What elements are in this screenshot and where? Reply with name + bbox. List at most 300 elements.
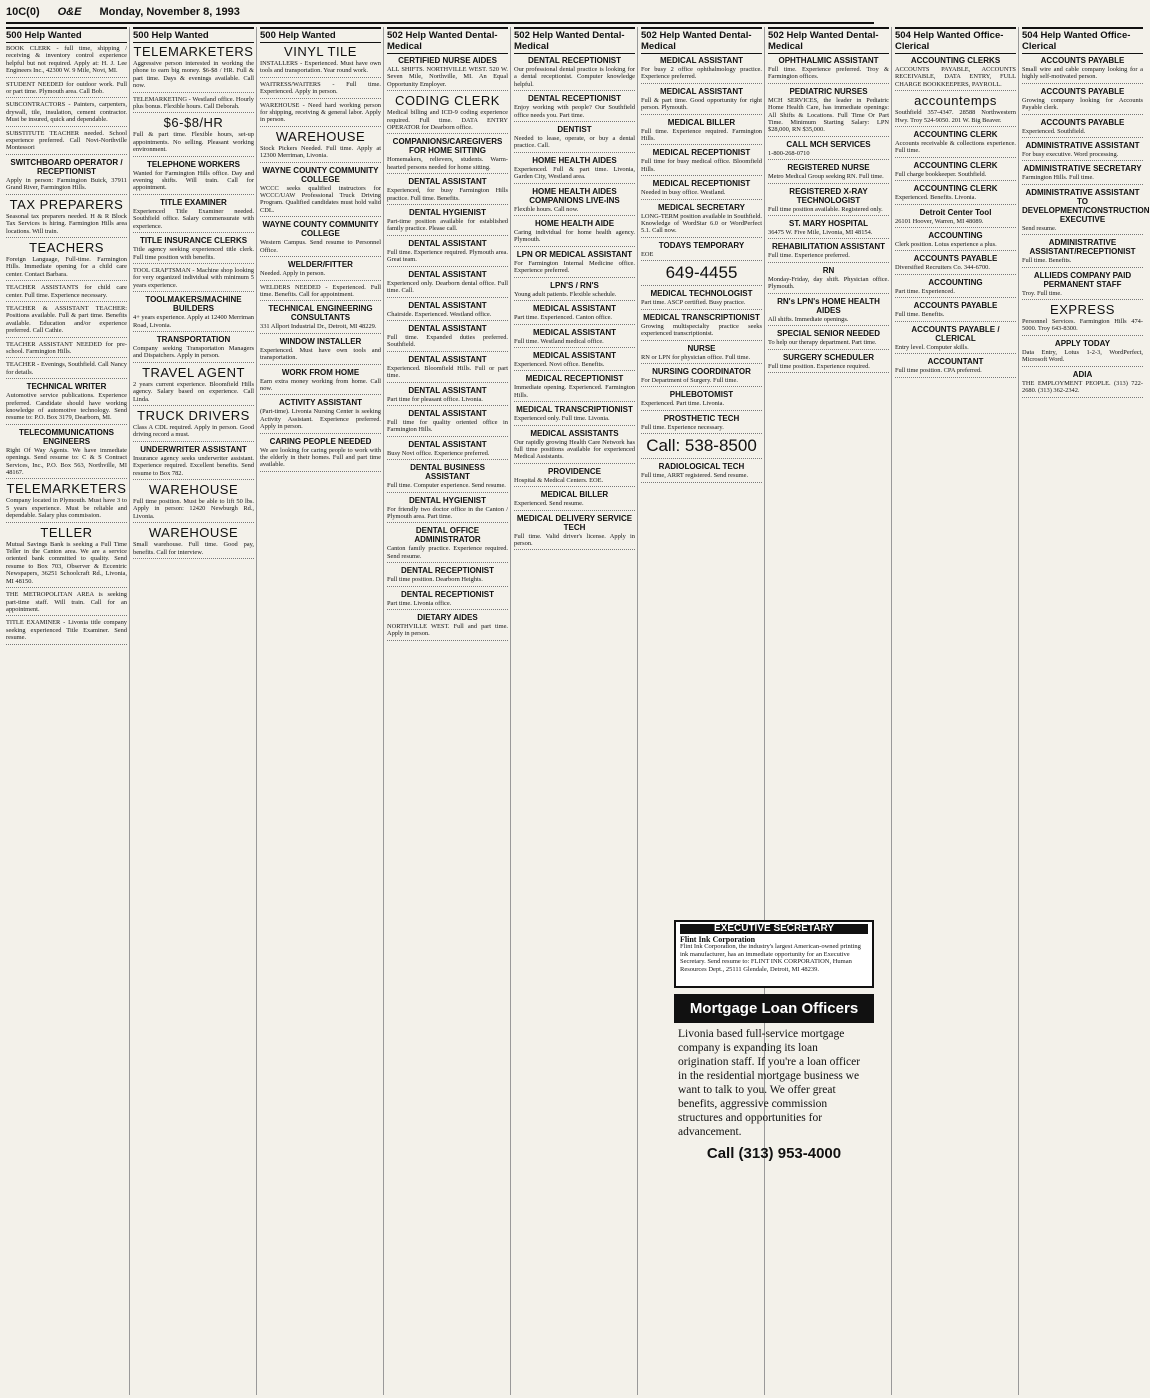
ad-body: Entry level. Computer skills.: [895, 343, 969, 351]
ad-body: Needed to lease, operate, or buy a dental practice. Call.: [514, 135, 635, 150]
ad-title: REGISTERED NURSE: [787, 163, 870, 173]
ad-body: For Farmington Internal Medicine office. Experience preferred.: [514, 259, 635, 275]
ad-title: MEDICAL ASSISTANT: [533, 327, 616, 337]
ad-title: CARING PEOPLE NEEDED: [269, 436, 372, 446]
ad-body: Company seeking Transportation Managers and Dispatchers. Apply in person.: [133, 344, 254, 360]
classified-ad: [1022, 303, 1143, 336]
ad-body: SUBCONTRACTORS - Painters, carpenters, drywall, tile, insulation, cement contractor. Must be insured, quick and dependable.: [6, 101, 127, 124]
paper-name: O&E: [57, 6, 82, 18]
ad-title: MEDICAL RECEPTIONIST: [652, 148, 751, 158]
classified-ad: [260, 398, 381, 433]
classified-ad: [514, 304, 635, 324]
ad-body: Class A CDL required. Apply in person. Good driving record a must.: [133, 423, 254, 439]
ad-title: MEDICAL RECEPTIONIST: [652, 179, 751, 189]
ad-body: TOOL CRAFTSMAN - Machine shop looking for very organized individual with minimum 5 years experience.: [133, 266, 254, 289]
ad-body: For busy 2 office ophthalmology practice. Experience preferred.: [641, 66, 762, 81]
classified-ad: [768, 219, 889, 239]
classified-ad: [768, 242, 889, 262]
ad-body: Young adult patients. Flexible schedule.: [514, 290, 617, 298]
classified-ad: [6, 305, 127, 338]
ad-body: Full time. Experience preferred. Troy & Farmington offices.: [768, 66, 889, 81]
classified-ad: [1022, 56, 1143, 84]
ad-body: LONG-TERM position available in Southfield. Knowledge of WordStar 6.0 or WordPerfect 5.1. Call now.: [641, 212, 762, 235]
classified-ad: [6, 341, 127, 359]
ad-body: (Part-time). Livonia Nursing Center is seeking Activity Assistant. Experience preferred. Apply in person.: [260, 408, 381, 431]
classified-ad: [133, 236, 254, 264]
ad-title: TEACHERS: [29, 239, 104, 255]
ad-title: VINYL TILE: [284, 44, 357, 59]
ad-title: ST. MARY HOSPITAL: [789, 219, 868, 229]
classified-ad: [895, 254, 1016, 274]
classified-ad: [387, 94, 508, 134]
classified-ad: [387, 566, 508, 586]
ad-body: Needed in busy office. Westland.: [641, 189, 726, 197]
ad-body: Full time. Experience necessary.: [641, 423, 724, 431]
ad-title: TODAYS TEMPORARY: [658, 240, 745, 250]
ad-title: $6-$8/HR: [163, 115, 224, 131]
classified-ad: [387, 613, 508, 641]
column-heading: 500 Help Wanted: [6, 27, 127, 43]
ad-body: Title agency seeking experienced title clerk. Full time position with benefits.: [133, 246, 254, 261]
ad-title: UNDERWRITER ASSISTANT: [140, 444, 247, 454]
ad-body: For friendly two doctor office in the Canton / Plymouth area. Part time.: [387, 505, 508, 520]
classified-ad: [768, 297, 889, 326]
ad-title: TITLE EXAMINER: [160, 197, 227, 207]
ad-title: ACCOUNTING: [928, 277, 983, 287]
classified-ad: [133, 198, 254, 233]
classified-ad: [260, 220, 381, 257]
classified-ad: [1022, 370, 1143, 398]
classified-ad: [641, 414, 762, 434]
classified-ad: [1022, 339, 1143, 367]
classified-ad: [1022, 187, 1150, 235]
classified-ad: [260, 368, 381, 396]
classified-ad: [768, 353, 889, 373]
ad-body: For busy executive. Word processing.: [1022, 151, 1119, 159]
ad-title: TRAVEL AGENT: [142, 364, 245, 380]
mortgage-ad-body: Livonia based full-service mortgage company is expanding its loan origination staff. If you're a loan officer in the residential mortgage business we want to talk to you. We offer great benefits, aggressive commission structures and opportunities for advancement.: [678, 1028, 861, 1138]
classified-ad: [387, 463, 508, 492]
ad-body: TITLE EXAMINER - Livonia title company seeking experienced Title Examiner. Send resume.: [6, 619, 127, 642]
ad-title: DENTAL HYGIENIST: [408, 495, 487, 505]
ad-title: ACCOUNTS PAYABLE: [913, 301, 998, 311]
ad-body: RN or LPN for physician office. Full time.: [641, 353, 751, 361]
ad-body: Full time for quality oriented office in Farmington Hills.: [387, 418, 508, 434]
ad-title: TRANSPORTATION: [156, 334, 231, 344]
ad-title: NURSE: [687, 343, 716, 353]
classified-ad: [6, 382, 127, 425]
classified-ad: [1022, 238, 1143, 267]
classified-ad: [641, 203, 762, 238]
ad-body: Full time. Experience preferred.: [768, 252, 850, 260]
classified-ad: [514, 281, 635, 301]
ad-body: Busy Novi office. Experience preferred.: [387, 449, 490, 457]
ad-title: TELECOMMUNICATIONS ENGINEERS: [19, 427, 114, 446]
ad-column: [895, 27, 1019, 1395]
ad-title: WAYNE COUNTY COMMUNITY COLLEGE: [262, 220, 379, 239]
ad-body: Full time. Valid driver's license. Apply in person.: [514, 532, 635, 547]
ad-title: TOOLMAKERS/MACHINE BUILDERS: [145, 295, 242, 314]
ad-body: WAREHOUSE - Need hard working person for shipping, receiving & general labor. Apply in person.: [260, 101, 381, 124]
ad-body: Western Campus. Send resume to Personnel Office.: [260, 239, 381, 254]
ad-column: [133, 27, 257, 1395]
ad-body: EOE: [641, 250, 654, 258]
classified-ad: [6, 45, 127, 78]
column-heading: 502 Help Wanted Dental-Medical: [641, 27, 762, 54]
ad-body: Full time. Experience required. Farmington Hills.: [641, 127, 762, 143]
ad-title: MEDICAL DELIVERY SERVICE TECH: [516, 513, 633, 532]
ad-column: [387, 27, 511, 1395]
ad-column: [641, 27, 765, 1395]
classified-ad: [895, 278, 1016, 298]
ad-title: ACCOUNTANT: [927, 357, 984, 367]
ad-body: 2 years current experience. Bloomfield Hills agency. Salary based on experience. Call Linda.: [133, 380, 254, 403]
ad-title: WELDER/FITTER: [288, 260, 353, 270]
classified-ad: [387, 239, 508, 267]
classified-ad: [6, 81, 127, 99]
ad-body: Mutual Savings Bank is seeking a Full Time Teller in the Canton area. We are a service oriented bank committed to quality. Send resume to Box 703, Observer & Eccentric Newspapers, 36251 Schoolcraft Rd., Livonia, MI 48150.: [6, 540, 127, 585]
ad-body: Experienced. Bloomfield Hills. Full or part time.: [387, 364, 508, 380]
ad-body: 1-800-268-0710: [768, 149, 810, 157]
ad-title: Detroit Center Tool: [919, 207, 992, 217]
ad-body: NORTHVILLE WEST. Full and part time. Apply in person.: [387, 623, 508, 638]
classified-ad: [641, 56, 762, 84]
classified-ad: [387, 301, 508, 321]
ad-body: INSTALLERS - Experienced. Must have own tools and transportation. Year round work.: [260, 60, 381, 75]
ad-title: MEDICAL ASSISTANT: [660, 56, 743, 65]
ad-body: WAITRESS/WAITERS - Full time. Experienced. Apply in person.: [260, 80, 381, 96]
ad-title: REHABILITATION ASSISTANT: [771, 242, 886, 252]
classified-ad: [387, 526, 508, 563]
ad-title: PEDIATRIC NURSES: [789, 86, 868, 96]
ad-body: Metro Medical Group seeking RN. Full time.: [768, 173, 884, 181]
ad-title: TECHNICAL WRITER: [26, 382, 107, 392]
ad-title: DENTAL RECEPTIONIST: [400, 589, 495, 599]
ad-title: DENTAL ASSISTANT: [408, 439, 487, 449]
ad-body: Full time for busy medical office. Bloomfield Hills.: [641, 158, 762, 173]
ad-title: DENTAL OFFICE ADMINISTRATOR: [414, 526, 481, 545]
ad-title: DENTAL RECEPTIONIST: [527, 56, 622, 65]
ad-body: Growing company looking for Accounts Payable clerk.: [1022, 96, 1143, 112]
ad-title: MEDICAL TECHNOLOGIST: [650, 289, 753, 299]
ad-body: Seasonal tax preparers needed. H & R Block Tax Services is hiring. Farmington Hills area locations. Will train.: [6, 212, 127, 235]
ad-title: APPLY TODAY: [1054, 338, 1111, 348]
exec-ad-company: Flint Ink Corporation: [680, 934, 756, 944]
ad-title: SPECIAL SENIOR NEEDED: [777, 329, 880, 339]
ad-body: Earn extra money working from home. Call now.: [260, 377, 381, 392]
classified-ad: [895, 184, 1016, 204]
ad-body: Our professional dental practice is looking for a dental receptionist. Computer knowledge helpful.: [514, 66, 635, 88]
ad-body: TEACHER ASSISTANTS for child care center. Full time. Experience necessary.: [6, 284, 127, 299]
ad-title: LPN OR MEDICAL ASSISTANT: [516, 249, 633, 259]
classified-ad: [641, 179, 762, 199]
ad-body: Part time. Experienced. Canton office.: [514, 314, 613, 322]
classified-ad: [133, 295, 254, 332]
classified-ad: [260, 166, 381, 218]
classified-ad: [6, 361, 127, 379]
classified-ad: [6, 101, 127, 126]
column-heading: 502 Help Wanted Dental-Medical: [387, 27, 508, 54]
ad-body: Needed. Apply in person.: [260, 270, 326, 278]
ad-title: ACTIVITY ASSISTANT: [279, 398, 362, 408]
ad-title: TELEMARKETERS: [133, 44, 254, 59]
classified-ad: [133, 483, 254, 523]
ad-title: TELEMARKETERS: [6, 481, 127, 497]
ad-title: DENTAL ASSISTANT: [408, 177, 487, 187]
classified-ad: [6, 619, 127, 644]
ad-body: MCH SERVICES, the leader in Pediatric Home Health Care, has immediate openings: All Shifts & Locations. Full Time Or Part Time. Minimum Starting Salary: LPN $28,000, RN $35,000.: [768, 96, 889, 134]
ad-column: [6, 27, 130, 1395]
classified-ad: [260, 102, 381, 127]
classified-ad: [6, 526, 127, 588]
ad-title: ACCOUNTING CLERKS: [910, 56, 1001, 65]
ad-title: DENTAL ASSISTANT: [408, 300, 487, 310]
classified-ad: [641, 264, 762, 286]
ad-title: WAREHOUSE: [148, 482, 239, 497]
column-heading: 500 Help Wanted: [260, 27, 381, 43]
ad-body: 26101 Hoover, Warren, MI 48089.: [895, 217, 984, 225]
ad-body: ACCOUNTS PAYABLE, ACCOUNTS RECEIVABLE, DATA ENTRY, FULL CHARGE BOOKKEEPERS, PAYROLL.: [895, 66, 1016, 88]
classified-ad: [1022, 141, 1143, 161]
ad-body: Full time position. Must be able to lift 50 lbs. Apply in person: 12420 Newburgh Rd., Livonia.: [133, 498, 254, 520]
classified-ad: [641, 118, 762, 146]
mortgage-ad: [674, 994, 874, 1162]
ad-title: WAREHOUSE: [275, 128, 366, 144]
classified-ad: [641, 241, 762, 261]
ad-title: DENTAL RECEPTIONIST: [527, 94, 622, 104]
ad-body: Part-time position available for established family practice. Please call.: [387, 218, 508, 233]
classified-ad: [768, 56, 889, 84]
classified-ad: [641, 367, 762, 387]
ad-body: Full time. Experience required. Plymouth area. Great team.: [387, 248, 508, 264]
column-heading: 500 Help Wanted: [133, 27, 254, 43]
ad-title: MEDICAL ASSISTANT: [660, 86, 743, 96]
ad-title: MEDICAL ASSISTANT: [533, 304, 616, 314]
ad-title: TECHNICAL ENGINEERING CONSULTANTS: [268, 304, 373, 323]
classified-ad: [6, 241, 127, 281]
ad-title: LPN'S / RN'S: [550, 280, 599, 290]
classified-ad: [6, 158, 127, 195]
ad-body: Data Entry, Lotus 1-2-3, WordPerfect, Microsoft Word.: [1022, 348, 1143, 364]
executive-secretary-ad: [674, 920, 874, 988]
ad-body: Chairside. Experienced. Westland office.: [387, 310, 492, 318]
ad-title: RADIOLOGICAL TECH: [658, 462, 745, 472]
classified-ad: [387, 355, 508, 383]
ad-title: OPHTHALMIC ASSISTANT: [778, 56, 879, 65]
ad-body: WELDERS NEEDED - Experienced. Full time. Benefits. Call for appointment.: [260, 283, 381, 298]
classified-ad: [260, 260, 381, 280]
ad-body: TEACHER - Evenings, Southfield. Call Nancy for details.: [6, 361, 127, 376]
classified-ad: [6, 284, 127, 302]
ad-title: PROVIDENCE: [548, 466, 601, 476]
ad-title: DENTAL BUSINESS ASSISTANT: [410, 463, 485, 482]
ad-body: Southfield 357-4347. 28588 Northwestern Hwy. Troy 524-9050. 201 W. Big Beaver.: [895, 109, 1016, 124]
ad-title: TELEPHONE WORKERS: [147, 159, 240, 169]
classified-ad: [1022, 271, 1143, 300]
classified-ad: [514, 250, 635, 278]
ad-title: CERTIFIED NURSE AIDES: [398, 56, 497, 65]
ad-body: Troy. Full time.: [1022, 289, 1062, 297]
ad-body: BOOK CLERK - full time, shipping / receiving & inventory control experience helpful but not required. Apply at: H. J. Lee Engineers Inc., 42300 W. 9 Mile, Novi, MI.: [6, 45, 127, 75]
ad-body: Full charge bookkeeper. Southfield.: [895, 170, 987, 178]
classified-ad: [641, 289, 762, 309]
ad-title: MEDICAL SECRETARY: [658, 202, 745, 212]
ad-body: Full time. Westland medical office.: [514, 337, 604, 345]
ad-body: 36475 W. Five Mile, Livonia, MI 48154.: [768, 229, 873, 237]
ad-title: DENTAL ASSISTANT: [408, 269, 487, 279]
ad-title: ACCOUNTS PAYABLE: [913, 254, 998, 264]
ad-body: Flexible hours. Call now.: [514, 205, 579, 213]
ad-body: Immediate opening. Experienced. Farmington Hills.: [514, 384, 635, 399]
ad-body: ALL SHIFTS. NORTHVILLE WEST. 520 W. Seven Mile, Northville, MI. An Equal Opportunity Employer.: [387, 66, 508, 88]
classified-ad: [514, 514, 635, 551]
ad-body: For Department of Surgery. Full time.: [641, 376, 738, 384]
ad-title: WORK FROM HOME: [281, 367, 360, 377]
ad-title: MEDICAL ASSISTANTS: [530, 428, 619, 438]
classified-ad: [133, 366, 254, 406]
ad-body: Full & part time. Good opportunity for right person. Plymouth.: [641, 96, 762, 112]
classified-ad: [260, 284, 381, 302]
ad-body: Part time. Experienced.: [895, 287, 955, 295]
classified-ad: [133, 160, 254, 195]
ad-title: DENTAL RECEPTIONIST: [400, 566, 495, 576]
classified-ad: [514, 94, 635, 122]
classified-ad: [6, 482, 127, 522]
ad-title: TRUCK DRIVERS: [137, 407, 250, 423]
classified-ad: [641, 148, 762, 176]
ad-title: RN: [822, 265, 835, 275]
ad-phone: 649-4455: [665, 263, 738, 283]
column-heading: 504 Help Wanted Office-Clerical: [1022, 27, 1143, 54]
page-number: 10C(0): [6, 6, 40, 18]
ad-body: Full time position available. Registered only.: [768, 205, 883, 213]
classified-ad: [387, 386, 508, 406]
ad-title: MEDICAL BILLER: [540, 490, 609, 500]
classified-ad: [260, 130, 381, 163]
ad-body: Full time position. CPA preferred.: [895, 367, 982, 375]
classified-ad: [768, 187, 889, 216]
ad-body: To help our therapy department. Part time.: [768, 339, 877, 347]
ad-body: Insurance agency seeks underwriter assistant. Experience required. Excellent benefits. Send resume to Box 782.: [133, 454, 254, 477]
classified-ad: [387, 590, 508, 610]
ad-body: Part time. Livonia office.: [387, 599, 452, 607]
classified-ad: [6, 130, 127, 155]
ad-body: Experienced. Full & part time. Livonia, Garden City, Westland area.: [514, 165, 635, 181]
ad-body: Full time position. Experience required.: [768, 362, 870, 370]
ad-title: DENTAL ASSISTANT: [408, 354, 487, 364]
classified-ad: [641, 437, 762, 459]
classified-ad: [6, 591, 127, 616]
ad-column: [260, 27, 384, 1395]
ad-body: WCCC seeks qualified instructors for WCCC/UAW Professional Truck Driving Program. Qualified candidates must hold valid CDL.: [260, 184, 381, 214]
ad-title: MEDICAL TRANSCRIPTIONIST: [643, 312, 760, 322]
classified-ad: [641, 390, 762, 410]
ad-title: DENTAL ASSISTANT: [408, 323, 487, 333]
classified-ad: [895, 208, 1016, 228]
classified-ad: [768, 329, 889, 349]
issue-date: Monday, November 8, 1993: [99, 6, 240, 18]
classified-ad: [260, 81, 381, 99]
ad-body: Part time for pleasant office. Livonia.: [387, 395, 483, 403]
ad-body: Experienced only. Full time. Livonia.: [514, 415, 610, 423]
ad-title: ACCOUNTING CLERK: [913, 130, 998, 140]
column-heading: 502 Help Wanted Dental-Medical: [514, 27, 635, 54]
ad-body: TEACHER ASSISTANT NEEDED for pre-school. Farmington Hills.: [6, 340, 127, 355]
ad-title: TITLE INSURANCE CLERKS: [139, 236, 248, 246]
ad-title: DENTAL HYGIENIST: [408, 208, 487, 218]
classified-ad: [1022, 87, 1143, 115]
ad-title: ADMINISTRATIVE ASSISTANT/RECEPTIONIST: [1029, 238, 1136, 257]
ad-title: SURGERY SCHEDULER: [782, 352, 875, 362]
ad-title: COMPANIONS/CAREGIVERS FOR HOME SITTING: [392, 137, 503, 156]
ad-body: Part time. ASCP certified. Busy practice.: [641, 299, 746, 307]
classified-ad: [514, 374, 635, 402]
ad-body: Right Of Way Agents. We have immediate openings. Send resume to: C & S Contract Services, Inc., P.O. Box 563, Northville, MI 48167.: [6, 446, 127, 477]
ad-title: CALL MCH SERVICES: [786, 139, 871, 149]
ad-body: Experienced Title Examiner needed. Southfield office. Salary commensurate with experience.: [133, 207, 254, 230]
ad-body: Experienced. Must have own tools and transportation.: [260, 346, 381, 362]
ad-body: Send resume.: [1022, 224, 1057, 232]
ad-body: Diversified Recruiters Co. 344-6700.: [895, 264, 990, 272]
ad-body: Farmington Hills. Full time.: [1022, 174, 1094, 182]
ad-body: Monday-Friday, day shift. Physician office. Plymouth.: [768, 275, 889, 291]
ad-body: Experienced. Part time. Livonia.: [641, 400, 725, 408]
ad-title: WINDOW INSTALLER: [279, 336, 362, 346]
ad-body: Company located in Plymouth. Must have 3 to 5 years experience. Must be reliable and dependable. Salary plus commission.: [6, 497, 127, 520]
classified-ad: [387, 409, 508, 437]
ad-body: 331 Allport Industrial Dr., Detroit, MI 48229.: [260, 323, 377, 331]
ad-body: Wanted for Farmington Hills office. Day and evening shifts. Will train. Call for appointment.: [133, 169, 254, 192]
classified-ad: [6, 428, 127, 480]
classified-ad: [514, 405, 635, 425]
classified-ad: [133, 116, 254, 156]
classified-ad: [895, 130, 1016, 158]
ad-body: TEACHER & ASSISTANT TEACHER: Positions available. Full & part time. Benefits available. Education and/or experience preferred. Call Cathie.: [6, 304, 127, 335]
ad-body: THE EMPLOYMENT PEOPLE. (313) 722-2680. (313) 362-2342.: [1022, 379, 1143, 395]
mortgage-ad-title: Mortgage Loan Officers: [674, 994, 874, 1023]
ad-body: Small wire and cable company looking for a highly self-motivated person.: [1022, 66, 1143, 81]
ad-body: Full time. Benefits.: [895, 311, 945, 319]
ad-body: Apply in person: Farmington Buick, 37911 Grand River, Farmington Hills.: [6, 176, 127, 192]
ad-title: RN's LPN's HOME HEALTH AIDES: [777, 296, 880, 315]
ad-body: Full time. Benefits.: [1022, 257, 1072, 265]
classified-ad: [387, 177, 508, 205]
classified-ad: [133, 45, 254, 93]
ad-body: TELEMARKETING - Westland office. Hourly plus bonus. Flexible hours. Call Deborah.: [133, 95, 254, 111]
ad-title: ACCOUNTING CLERK: [913, 160, 998, 170]
ad-title: HOME HEALTH AIDE: [534, 219, 615, 229]
mortgage-ad-phone: Call (313) 953-4000: [706, 1145, 842, 1162]
ad-body: Enjoy working with people? Our Southfield office needs you. Part time.: [514, 104, 635, 119]
column-heading: 504 Help Wanted Office-Clerical: [895, 27, 1016, 54]
ad-title: NURSING COORDINATOR: [652, 366, 751, 376]
ad-title: ALLIEDS COMPANY PAID PERMANENT STAFF: [1033, 270, 1132, 289]
ad-body: Personnel Services. Farmington Hills 474-5000. Troy 643-8300.: [1022, 318, 1143, 333]
classified-ad: [133, 96, 254, 114]
classified-ad: [387, 137, 508, 174]
ad-title: CODING CLERK: [395, 93, 500, 109]
ad-column: [1022, 27, 1150, 1395]
exec-ad-body: Flint Ink Corporation, the industry's largest American-owned printing ink manufacturer, has an immediate opportunity for an Executive Secretary. Send resume to: FLINT INK CORPORATION, Human Resources Dept., 25111 Glendale, Detroit, MI 48239.: [680, 943, 861, 973]
classified-ad: [133, 445, 254, 480]
ad-column: [768, 27, 892, 1395]
ad-title: accountemps: [914, 93, 997, 109]
ad-body: Caring individual for home health agency. Plymouth.: [514, 229, 635, 244]
ad-body: Small warehouse. Full time. Good pay, benefits. Call for interview.: [133, 541, 254, 556]
ad-title: ACCOUNTING CLERK: [913, 184, 998, 194]
classified-ad: [895, 231, 1016, 251]
classified-ad: [641, 87, 762, 115]
